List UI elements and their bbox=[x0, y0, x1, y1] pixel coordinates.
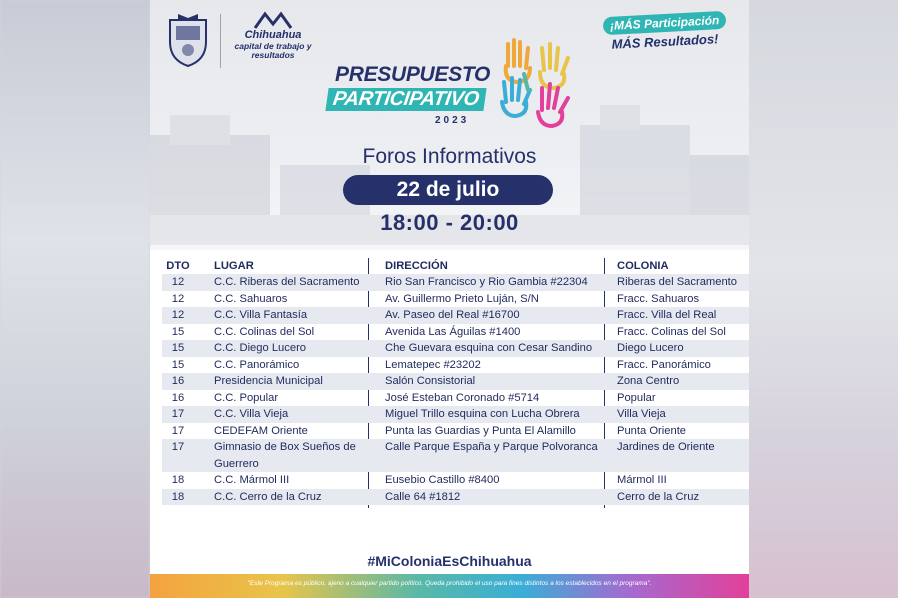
row-colonia: Villa Vieja bbox=[617, 408, 666, 420]
slogan-line-1: ¡MÁS Participación bbox=[603, 11, 727, 35]
table-row bbox=[162, 439, 749, 472]
background-right bbox=[748, 0, 898, 598]
row-lugar: C.C. Panorámico bbox=[214, 358, 300, 371]
row-lugar: C.C. Riberas del Sacramento bbox=[214, 276, 360, 288]
row-lugar: C.C. Mármol III bbox=[214, 474, 290, 486]
row-dto: 17 bbox=[171, 441, 185, 453]
city-seal-icon bbox=[164, 12, 212, 68]
forums-table bbox=[162, 258, 749, 505]
row-lugar: C.C. Villa Vieja bbox=[214, 408, 289, 420]
colorful-hands-icon bbox=[498, 36, 576, 128]
row-dto: 15 bbox=[171, 342, 185, 354]
table-row bbox=[162, 291, 749, 308]
row-colonia: Fracc. Colinas del Sol bbox=[617, 325, 726, 338]
row-direccion: Av. Guillermo Prieto Luján, S/N bbox=[385, 292, 539, 305]
row-colonia: Fracc. Villa del Real bbox=[617, 309, 717, 321]
row-dto: 15 bbox=[171, 325, 185, 338]
program-year: 2023 bbox=[435, 115, 470, 126]
row-lugar: CEDEFAM Oriente bbox=[214, 424, 308, 437]
row-colonia: Zona Centro bbox=[617, 375, 680, 387]
row-lugar: C.C. Colinas del Sol bbox=[214, 325, 315, 338]
event-date-badge: 22 de julio bbox=[343, 175, 553, 205]
row-direccion: José Esteban Coronado #5714 bbox=[385, 391, 540, 404]
row-colonia: Mármol III bbox=[617, 474, 667, 486]
row-colonia: Cerro de la Cruz bbox=[617, 490, 700, 503]
header-direccion: DIRECCIÓN bbox=[385, 260, 448, 272]
row-colonia: Jardines de Oriente bbox=[617, 441, 715, 453]
table-row bbox=[162, 423, 749, 440]
row-dto: 12 bbox=[171, 309, 185, 321]
table-row bbox=[162, 406, 749, 423]
header-lugar: LUGAR bbox=[214, 260, 254, 272]
row-colonia: Riberas del Sacramento bbox=[617, 276, 738, 288]
city-logo-title: Chihuahua bbox=[244, 29, 302, 41]
row-direccion: Che Guevara esquina con Cesar Sandino bbox=[385, 342, 593, 354]
row-dto: 17 bbox=[171, 424, 185, 437]
row-lugar: C.C. Sahuaros bbox=[214, 292, 288, 305]
header-dto: DTO bbox=[166, 260, 190, 272]
row-direccion: Punta las Guardias y Punta El Alamillo bbox=[385, 424, 576, 437]
row-colonia: Diego Lucero bbox=[617, 342, 684, 354]
table-row bbox=[162, 489, 749, 506]
program-title-line-1: PRESUPUESTO bbox=[335, 63, 491, 86]
row-dto: 17 bbox=[171, 408, 185, 420]
logo-divider bbox=[220, 14, 221, 68]
row-direccion: Lematepec #23202 bbox=[385, 358, 481, 371]
table-header-row bbox=[162, 258, 749, 274]
table-row bbox=[162, 472, 749, 489]
table-row bbox=[162, 274, 749, 291]
legal-disclaimer: "Este Programa es público, ajeno a cualquier partido político. Queda prohibido el uso para fines distintos a los establecidos en el programa". bbox=[247, 580, 652, 587]
row-dto: 15 bbox=[171, 358, 185, 371]
row-colonia: Popular bbox=[617, 391, 656, 404]
row-direccion: Eusebio Castillo #8400 bbox=[385, 474, 500, 486]
table-row bbox=[162, 324, 749, 341]
row-direccion: Calle 64 #1812 bbox=[385, 490, 461, 503]
city-logo-subtitle: capital de trabajo y resultados bbox=[234, 41, 312, 60]
table-row bbox=[162, 390, 749, 407]
chihuahua-logo bbox=[228, 10, 318, 74]
row-lugar: C.C. Cerro de la Cruz bbox=[214, 490, 322, 503]
row-lugar: C.C. Popular bbox=[214, 391, 279, 404]
row-dto: 18 bbox=[171, 490, 185, 503]
row-dto: 16 bbox=[171, 391, 185, 404]
row-direccion: Avenida Las Águilas #1400 bbox=[385, 325, 521, 338]
row-lugar: Presidencia Municipal bbox=[214, 375, 323, 387]
row-dto: 12 bbox=[171, 276, 185, 288]
table-row bbox=[162, 340, 749, 357]
slogan bbox=[590, 13, 740, 52]
table-row bbox=[162, 373, 749, 390]
row-dto: 16 bbox=[171, 375, 185, 387]
row-lugar: C.C. Diego Lucero bbox=[214, 342, 307, 354]
slogan-line-2: MÁS Resultados! bbox=[611, 31, 719, 52]
table-row bbox=[162, 307, 749, 324]
row-direccion: Rio San Francisco y Rio Gambia #22304 bbox=[385, 276, 588, 288]
table-row bbox=[162, 357, 749, 374]
background-left bbox=[0, 0, 150, 598]
row-colonia: Fracc. Sahuaros bbox=[617, 292, 700, 305]
row-direccion: Salón Consistorial bbox=[385, 375, 476, 387]
row-lugar: Gimnasio de Box Sueños de Guerrero bbox=[214, 441, 356, 470]
row-dto: 12 bbox=[171, 292, 185, 305]
row-dto: 18 bbox=[171, 474, 185, 486]
row-lugar: C.C. Villa Fantasía bbox=[214, 309, 308, 321]
row-direccion: Calle Parque España y Parque Polvoranca bbox=[385, 441, 598, 453]
row-colonia: Punta Oriente bbox=[617, 424, 687, 437]
row-direccion: Miguel Trillo esquina con Lucha Obrera bbox=[385, 408, 580, 420]
program-title-line-2: PARTICIPATIVO bbox=[325, 88, 486, 111]
event-time: 18:00 - 20:00 bbox=[380, 210, 519, 235]
row-colonia: Fracc. Panorámico bbox=[617, 358, 711, 371]
row-direccion: Av. Paseo del Real #16700 bbox=[385, 309, 520, 321]
header-colonia: COLONIA bbox=[617, 260, 669, 272]
event-title: Foros Informativos bbox=[362, 145, 537, 168]
hashtag: #MiColoniaEsChihuahua bbox=[367, 553, 532, 569]
chihuahua-mountain-icon bbox=[253, 10, 293, 30]
poster bbox=[150, 0, 749, 598]
